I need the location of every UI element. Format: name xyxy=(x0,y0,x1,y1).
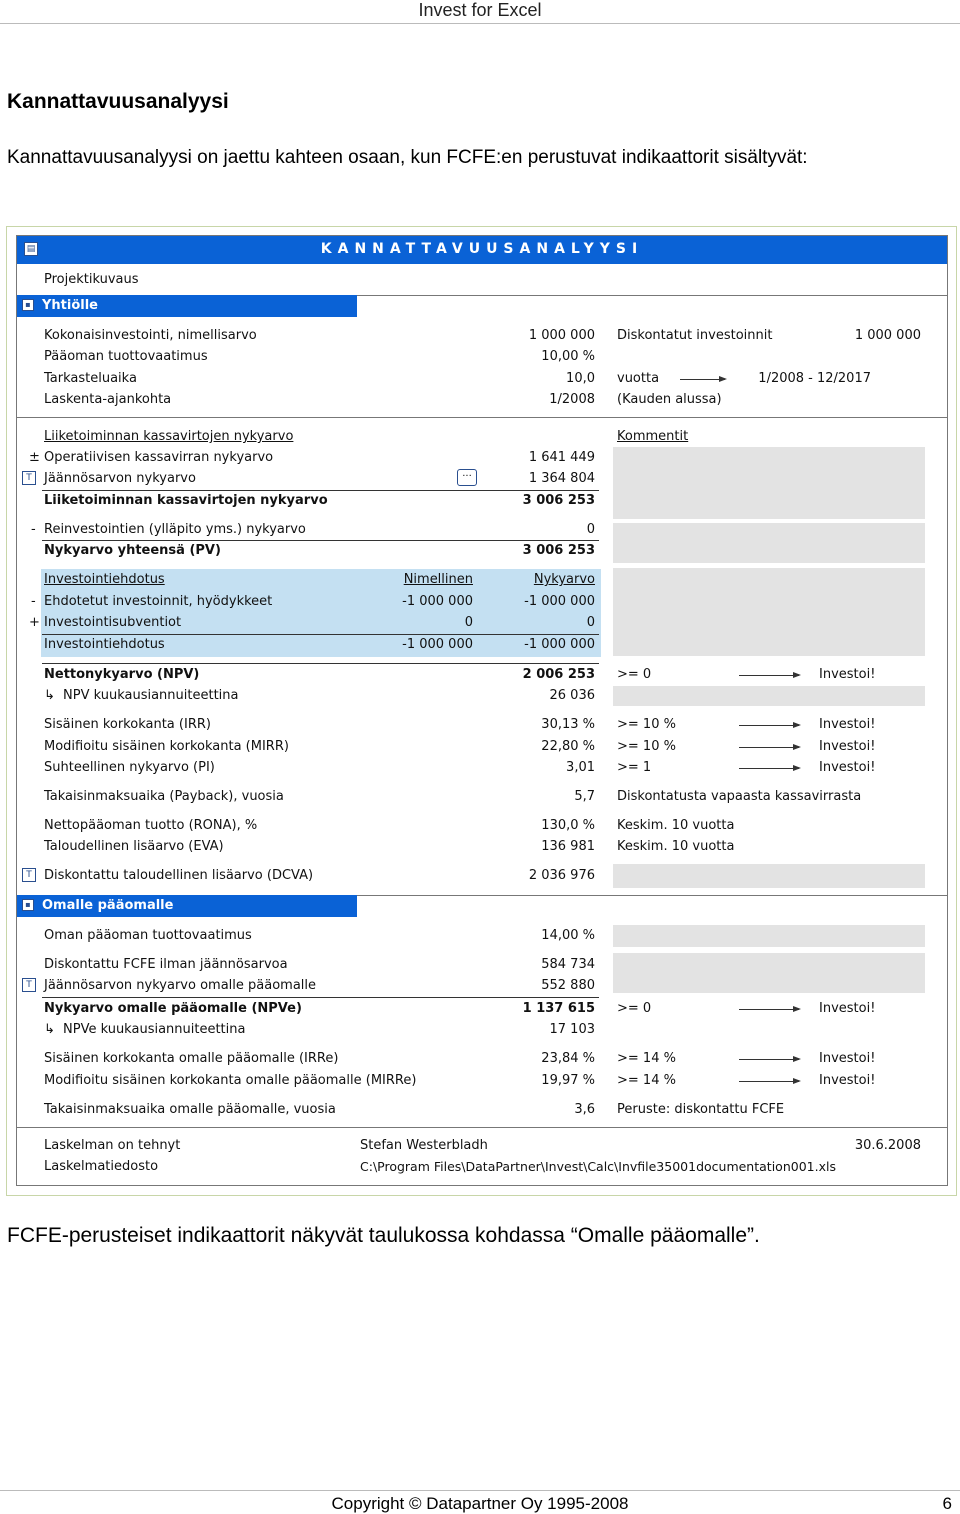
condition: >= 0 xyxy=(617,667,652,682)
col-header-present: Nykyarvo xyxy=(533,572,595,587)
row-label: Diskontattu taloudellinen lisäarvo (DCVA) xyxy=(44,868,314,883)
row-value: 3 006 253 xyxy=(522,543,595,558)
sub-arrow-icon: ↳ xyxy=(44,688,55,703)
arrow-icon xyxy=(739,1009,799,1010)
arrow-icon xyxy=(739,675,799,676)
sum-line xyxy=(42,540,599,541)
row-value: 1 000 000 xyxy=(528,328,595,343)
date: 30.6.2008 xyxy=(854,1138,921,1153)
row-label: Takaisinmaksuaika (Payback), vuosia xyxy=(44,789,284,804)
condition: >= 10 % xyxy=(617,717,676,732)
row-label: Modifioitu sisäinen korkokanta (MIRR) xyxy=(44,739,289,754)
row-label: NPVe kuukausiannuiteettina xyxy=(63,1022,246,1037)
intro-paragraph: Kannattavuusanalyysi on jaettu kahteen osaan, kun FCFE:en perustuvat indikaattorit sisältyvät: xyxy=(7,147,808,168)
row-label: Pääoman tuottovaatimus xyxy=(44,349,208,364)
row-value: 2 036 976 xyxy=(528,868,595,883)
row-label: Nykyarvo yhteensä (PV) xyxy=(44,543,221,558)
note: Diskontatusta vapaasta kassavirrasta xyxy=(617,789,862,804)
row-label: NPV kuukausiannuiteettina xyxy=(63,688,239,703)
section-bar-company[interactable] xyxy=(17,295,357,317)
row-label: vuotta xyxy=(617,371,660,386)
section-title-company: Yhtiölle xyxy=(42,298,98,313)
sign: - xyxy=(31,522,36,537)
collapse-icon[interactable]: ▪ xyxy=(22,299,34,311)
row-label: Nettonykyarvo (NPV) xyxy=(44,667,200,682)
col-header-nominal: Nimellinen xyxy=(403,572,473,587)
panel-titlebar xyxy=(17,236,947,264)
result: Investoi! xyxy=(819,760,876,775)
row-label: Investointiehdotus xyxy=(44,637,165,652)
note: Peruste: diskontattu FCFE xyxy=(617,1102,785,1117)
row-value: 2 006 253 xyxy=(522,667,595,682)
file-path: C:\Program Files\DataPartner\Invest\Calc\Invfile35001documentation001.xls xyxy=(360,1159,836,1174)
row-value: 552 880 xyxy=(541,978,595,993)
screenshot-frame xyxy=(6,226,957,1196)
result: Investoi! xyxy=(819,1051,876,1066)
table-icon[interactable]: T xyxy=(22,868,36,882)
row-label: (Kauden alussa) xyxy=(617,392,722,407)
arrow-icon xyxy=(739,725,799,726)
row-label: Nettopääoman tuotto (RONA), % xyxy=(44,818,258,833)
row-value: -1 000 000 xyxy=(402,637,473,652)
row-value: -1 000 000 xyxy=(524,637,595,652)
condition: >= 0 xyxy=(617,1001,652,1016)
more-button[interactable]: ··· xyxy=(457,469,477,486)
sub-arrow-icon: ↳ xyxy=(44,1022,55,1037)
row-value: 1 000 000 xyxy=(854,328,921,343)
comments-header: Kommentit xyxy=(617,429,689,444)
row-value: 0 xyxy=(586,615,595,630)
arrow-icon xyxy=(739,1081,799,1082)
sign: - xyxy=(31,594,36,609)
result: Investoi! xyxy=(819,717,876,732)
row-value: 136 981 xyxy=(541,839,595,854)
row-value: 0 xyxy=(586,522,595,537)
result: Investoi! xyxy=(819,1001,876,1016)
comment-box[interactable] xyxy=(613,447,925,519)
divider xyxy=(17,417,947,418)
row-value: 3,6 xyxy=(574,1102,595,1117)
row-label: Diskontattu FCFE ilman jäännösarvoa xyxy=(44,957,288,972)
result: Investoi! xyxy=(819,667,876,682)
cashflow-header: Liiketoiminnan kassavirtojen nykyarvo xyxy=(44,429,294,444)
row-label: Tarkasteluaika xyxy=(44,371,137,386)
row-value: 0 xyxy=(464,615,473,630)
section-heading: Kannattavuusanalyysi xyxy=(7,90,229,113)
row-label: Suhteellinen nykyarvo (PI) xyxy=(44,760,215,775)
row-label: Liiketoiminnan kassavirtojen nykyarvo xyxy=(44,493,328,508)
comment-box[interactable] xyxy=(613,953,925,993)
condition: >= 14 % xyxy=(617,1073,676,1088)
note: Keskim. 10 vuotta xyxy=(617,818,735,833)
row-value: 1 137 615 xyxy=(522,1001,595,1016)
section-bar-equity[interactable] xyxy=(17,895,357,917)
author: Stefan Westerbladh xyxy=(360,1138,488,1153)
row-label: Operatiivisen kassavirran nykyarvo xyxy=(44,450,274,465)
row-value: 14,00 % xyxy=(541,928,595,943)
comment-box[interactable] xyxy=(613,568,925,656)
row-value: 130,0 % xyxy=(541,818,595,833)
divider xyxy=(17,1127,947,1128)
row-value: 1/2008 xyxy=(549,392,595,407)
row-value: 5,7 xyxy=(574,789,595,804)
row-value: 3,01 xyxy=(566,760,595,775)
collapse-icon[interactable]: ▪ xyxy=(22,899,34,911)
investment-header: Investointiehdotus xyxy=(44,572,165,587)
row-label: Sisäinen korkokanta (IRR) xyxy=(44,717,211,732)
sheet-icon[interactable]: ▤ xyxy=(24,242,38,256)
page-footer xyxy=(0,1490,960,1514)
row-value: 584 734 xyxy=(541,957,595,972)
project-description-link[interactable]: Projektikuvaus xyxy=(44,272,139,287)
sign: ± xyxy=(29,450,40,465)
row-label: Sisäinen korkokanta omalle pääomalle (IRRe) xyxy=(44,1051,339,1066)
profitability-analysis-panel xyxy=(16,235,948,1186)
row-value: 1 641 449 xyxy=(528,450,595,465)
comment-box[interactable] xyxy=(613,925,925,947)
table-icon[interactable]: T xyxy=(22,471,36,485)
row-value: -1 000 000 xyxy=(402,594,473,609)
row-label: Investointisubventiot xyxy=(44,615,182,630)
row-value: 1 364 804 xyxy=(528,471,595,486)
sum-line xyxy=(42,490,599,491)
result: Investoi! xyxy=(819,739,876,754)
row-label: Nykyarvo omalle pääomalle (NPVe) xyxy=(44,1001,302,1016)
row-label: Laskelman on tehnyt xyxy=(44,1138,181,1153)
row-label: Ehdotetut investoinnit, hyödykkeet xyxy=(44,594,273,609)
copyright: Copyright © Datapartner Oy 1995-2008 xyxy=(331,1494,629,1513)
arrow-icon xyxy=(680,379,725,380)
sum-line xyxy=(42,634,599,635)
row-value: 1/2008 - 12/2017 xyxy=(758,371,871,386)
row-label: Diskontatut investoinnit xyxy=(617,328,773,343)
row-value: 10,00 % xyxy=(541,349,595,364)
row-value: 22,80 % xyxy=(541,739,595,754)
note: Keskim. 10 vuotta xyxy=(617,839,735,854)
row-label: Reinvestointien (ylläpito yms.) nykyarvo xyxy=(44,522,306,537)
row-label: Taloudellinen lisäarvo (EVA) xyxy=(44,839,224,854)
caption: FCFE-perusteiset indikaattorit näkyvät taulukossa kohdassa “Omalle pääomalle”. xyxy=(7,1224,760,1247)
row-value: 26 036 xyxy=(549,688,595,703)
row-label: Jäännösarvon nykyarvo omalle pääomalle xyxy=(44,978,317,993)
row-label: Jäännösarvon nykyarvo xyxy=(44,471,196,486)
row-value: 17 103 xyxy=(549,1022,595,1037)
row-label: Laskelmatiedosto xyxy=(44,1159,159,1174)
panel-title: KANNATTAVUUSANALYYSI xyxy=(320,241,644,257)
condition: >= 10 % xyxy=(617,739,676,754)
condition: >= 14 % xyxy=(617,1051,676,1066)
sign: + xyxy=(29,615,40,630)
row-value: 10,0 xyxy=(566,371,595,386)
row-label: Modifioitu sisäinen korkokanta omalle pääomalle (MIRRe) xyxy=(44,1073,417,1088)
arrow-icon xyxy=(739,768,799,769)
page-header: Invest for Excel xyxy=(0,0,960,24)
comment-box[interactable] xyxy=(613,523,925,563)
comment-box[interactable] xyxy=(613,686,925,706)
row-value: 3 006 253 xyxy=(522,493,595,508)
section-title-equity: Omalle pääomalle xyxy=(42,898,174,913)
comment-box[interactable] xyxy=(613,864,925,888)
sum-line xyxy=(42,663,599,664)
condition: >= 1 xyxy=(617,760,652,775)
row-value: 23,84 % xyxy=(541,1051,595,1066)
row-label: Takaisinmaksuaika omalle pääomalle, vuosia xyxy=(44,1102,336,1117)
row-value: 30,13 % xyxy=(541,717,595,732)
result: Investoi! xyxy=(819,1073,876,1088)
row-label: Kokonaisinvestointi, nimellisarvo xyxy=(44,328,257,343)
table-icon[interactable]: T xyxy=(22,978,36,992)
row-label: Laskenta-ajankohta xyxy=(44,392,172,407)
row-value: 19,97 % xyxy=(541,1073,595,1088)
page-number: 6 xyxy=(942,1494,952,1513)
row-label: Oman pääoman tuottovaatimus xyxy=(44,928,252,943)
sum-line xyxy=(42,997,599,998)
arrow-icon xyxy=(739,1059,799,1060)
arrow-icon xyxy=(739,747,799,748)
row-value: -1 000 000 xyxy=(524,594,595,609)
